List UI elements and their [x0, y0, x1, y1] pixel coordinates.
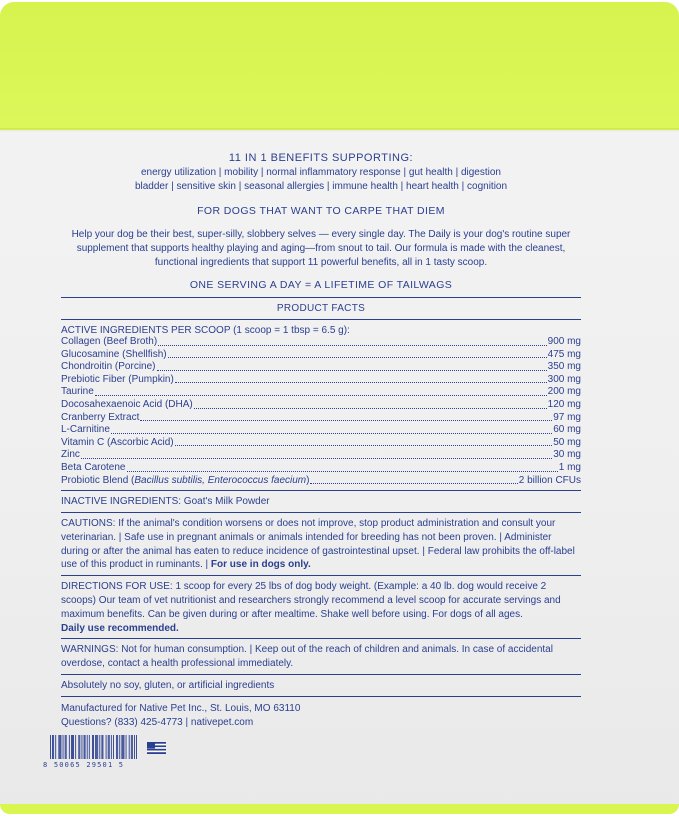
directions-text: : 1 scoop for every 25 lbs of dog body weight. (Example: a 40 lb. dog would receive 2 scoops) Our team of vet nutritionist and researchers strongly recommend a level scoop for accurate servings and maximum benefits. Can be given during or after mealtime. Shake well before using. For dogs of all ages.	[61, 581, 561, 620]
ingredient-list	[61, 336, 581, 475]
manufacturer-line: Manufactured for Native Pet Inc., St. Louis, MO 63110	[61, 702, 301, 714]
ingredient-row	[61, 336, 581, 349]
ingredient-row	[61, 412, 581, 425]
ingredient-name: Chondroitin (Porcine)	[61, 361, 156, 373]
inactive-label: INACTIVE INGREDIENTS	[61, 496, 179, 508]
band-shadow	[0, 128, 679, 132]
ingredient-row	[61, 349, 581, 362]
cautions-bold: For use in dogs only.	[210, 559, 311, 571]
ingredient-name: Beta Carotene	[61, 461, 126, 473]
barcode-number: 8 50065 29501 5	[43, 761, 125, 769]
ingredient-row	[61, 437, 581, 450]
ingredient-name: L-Carnitine	[61, 424, 110, 436]
leader-dots	[158, 336, 546, 346]
ingredient-amount: 200 mg	[547, 386, 581, 398]
ingredient-name: Probiotic Blend (Bacillus subtilis, Enterococcus faecium)	[61, 474, 310, 486]
leader-dots	[140, 412, 552, 422]
product-facts-heading: PRODUCT FACTS	[61, 297, 581, 320]
leader-dots	[194, 399, 547, 409]
ingredient-row	[61, 449, 581, 462]
leader-dots	[310, 475, 517, 485]
cautions-text: : If the animal's condition worsens or does not improve, stop product administration and consult your veterinarian. | Safe use in pregnant animals or animals intended for breeding has not been proven. | Administer during or after the animal has eaten to reduce incidence of gastrointestinal upset. | Federal law prohibits the off-label use of this product in ruminants. |	[61, 517, 575, 571]
ingredient-amount: 60 mg	[553, 424, 581, 436]
ingredient-amount: 350 mg	[547, 361, 581, 373]
us-flag-icon	[147, 742, 166, 754]
ingredient-name: Glucosamine (Shellfish)	[61, 348, 167, 360]
directions-bold: Daily use recommended.	[61, 622, 179, 634]
ingredient-amount: 1 mg	[558, 461, 581, 473]
cautions-section	[61, 512, 581, 572]
ingredient-amount: 50 mg	[553, 436, 581, 448]
contact-line: Questions? (833) 425-4773 | nativepet.com	[61, 716, 254, 728]
lime-top-band	[0, 2, 679, 130]
ingredient-name: Zinc	[61, 449, 80, 461]
ingredient-row	[61, 424, 581, 437]
leader-dots	[157, 361, 547, 371]
leader-dots	[111, 424, 552, 434]
directions-section	[61, 575, 581, 635]
tagline: FOR DOGS THAT WANT TO CARPE THAT DIEM	[197, 205, 445, 217]
ingredient-amount: 300 mg	[547, 373, 581, 385]
ingredient-name: Cranberry Extract	[61, 411, 140, 423]
ingredient-amount: 97 mg	[553, 411, 581, 423]
ingredient-row	[61, 374, 581, 387]
ingredient-row	[61, 386, 581, 399]
lime-bottom-band	[0, 804, 679, 814]
active-ingredients-label: ACTIVE INGREDIENTS	[61, 325, 169, 336]
benefits-title: 11 IN 1 BENEFITS SUPPORTING:	[228, 152, 414, 164]
leader-dots	[168, 349, 547, 359]
leader-dots	[95, 386, 547, 396]
leader-dots	[175, 437, 553, 447]
inactive-ingredients	[61, 490, 581, 509]
label-content	[61, 152, 581, 730]
serving-statement: ONE SERVING A DAY = A LIFETIME OF TAILWAGS	[189, 279, 453, 291]
ingredient-amount: 2 billion CFUs	[518, 474, 581, 486]
leader-dots	[175, 374, 547, 384]
ingredient-name: Taurine	[61, 386, 94, 398]
intro-paragraph: Help your dog be their best, super-silly, slobbery selves — every single day. The Daily is your dog's routine super supplement that supports healthy playing and aging—from snout to tail. Our formula is made with the cleanest, functional ingredients that support 11 powerful benefits, all in 1 tasty scoop.	[71, 229, 571, 268]
ingredient-amount: 900 mg	[547, 336, 581, 347]
active-ingredients-heading	[61, 325, 581, 336]
ingredient-amount: 30 mg	[553, 449, 581, 461]
leader-dots	[127, 462, 558, 472]
free-from-statement: Absolutely no soy, gluten, or artificial ingredients	[61, 674, 581, 693]
ingredient-amount: 475 mg	[547, 348, 581, 360]
ingredient-name: Prebiotic Fiber (Pumpkin)	[61, 373, 174, 385]
manufacturer-info	[61, 696, 581, 730]
ingredient-name: Docosahexaenoic Acid (DHA)	[61, 398, 193, 410]
ingredient-row	[61, 462, 581, 475]
benefits-line-2: bladder | sensitive skin | seasonal allergies | immune health | heart health | cognition	[134, 181, 508, 192]
benefits-line-1: energy utilization | mobility | normal inflammatory response | gut health | digestion	[140, 167, 501, 178]
ingredient-name: Collagen (Beef Broth)	[61, 336, 158, 347]
ingredient-row	[61, 475, 581, 488]
warnings-text: : Not for human consumption. | Keep out of the reach of children and animals. In case of accidental overdose, contact a health professional immediately.	[61, 644, 553, 670]
ingredient-amount: 120 mg	[547, 398, 581, 410]
ingredient-row	[61, 399, 581, 412]
serving-size-note: PER SCOOP (1 scoop = 1 tbsp = 6.5 g):	[168, 325, 350, 336]
ingredient-name: Vitamin C (Ascorbic Acid)	[61, 436, 174, 448]
warnings-label: WARNINGS	[61, 644, 116, 656]
leader-dots	[81, 449, 552, 459]
ingredient-row	[61, 361, 581, 374]
inactive-text: : Goat's Milk Powder	[178, 496, 270, 508]
warnings-section	[61, 638, 581, 671]
cautions-label: CAUTIONS	[61, 517, 113, 529]
directions-label: DIRECTIONS FOR USE	[61, 581, 170, 593]
